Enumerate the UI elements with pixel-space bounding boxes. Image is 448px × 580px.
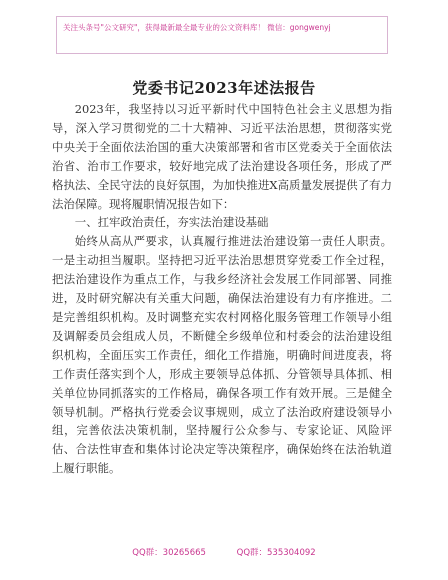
header-notice-box [56, 16, 388, 54]
footer-qq-group-2: QQ群：535304092 [236, 548, 316, 558]
section-paragraph: 始终从高从严要求，认真履行推进法治建设第一责任人职责。一是主动担当履职。坚持把习近平法治思想贯穿党委工作全过程，把法治建设作为重点工作，与我乡经济社会发展工作同部署、同推进，及时研究解决有关重大问题，确保法治建设有力有序推进。二是完善组织机构。及时调整充实农村网格化服务管理工作领导小组及调解委员会组成人员，不断健全乡级单位和村委会的法治建设组织机构，全面压实工作责任，细化工作措施，明确时间进度表，将工作责任落实到个人，形成主要领导总体抓、分管领导具体抓、相关单位协同抓落实的工作格局，确保各项工作有效开展。三是健全领导机制。严格执行党委会议事规则，成立了法治政府建设领导小组，完善依法决策机制，坚持履行公众参与、专家论证、风险评估、合法性审查和集体讨论决定等决策程序，确保始终在法治轨道上履行职能。 [52, 234, 392, 476]
document-title: 党委书记2023年述法报告 [132, 79, 316, 97]
intro-paragraph: 2023年，我坚持以习近平新时代中国特色社会主义思想为指导，深入学习贯彻党的二十大精神、习近平法治思想，贯彻落实党中央关于全面依法治国的重大决策部署和省市区党委关于全面依法治省、治市工作要求，较好地完成了法治建设各项任务，形成了严格执法、全民守法的良好氛围，为加快推进X高质量发展提供了有力法治保障。现将履职情况报告如下： [52, 102, 392, 211]
footer-qq-group-1: QQ群：30265665 [132, 548, 206, 558]
header-notice-text: 关注头条号"公文研究"，获得最新最全最专业的公文资料库！ 微信：gongwenyj [63, 23, 331, 32]
footer [0, 546, 448, 558]
document-body [52, 100, 392, 478]
section-heading: 一、扛牢政治责任，夯实法治建设基础 [74, 215, 269, 230]
